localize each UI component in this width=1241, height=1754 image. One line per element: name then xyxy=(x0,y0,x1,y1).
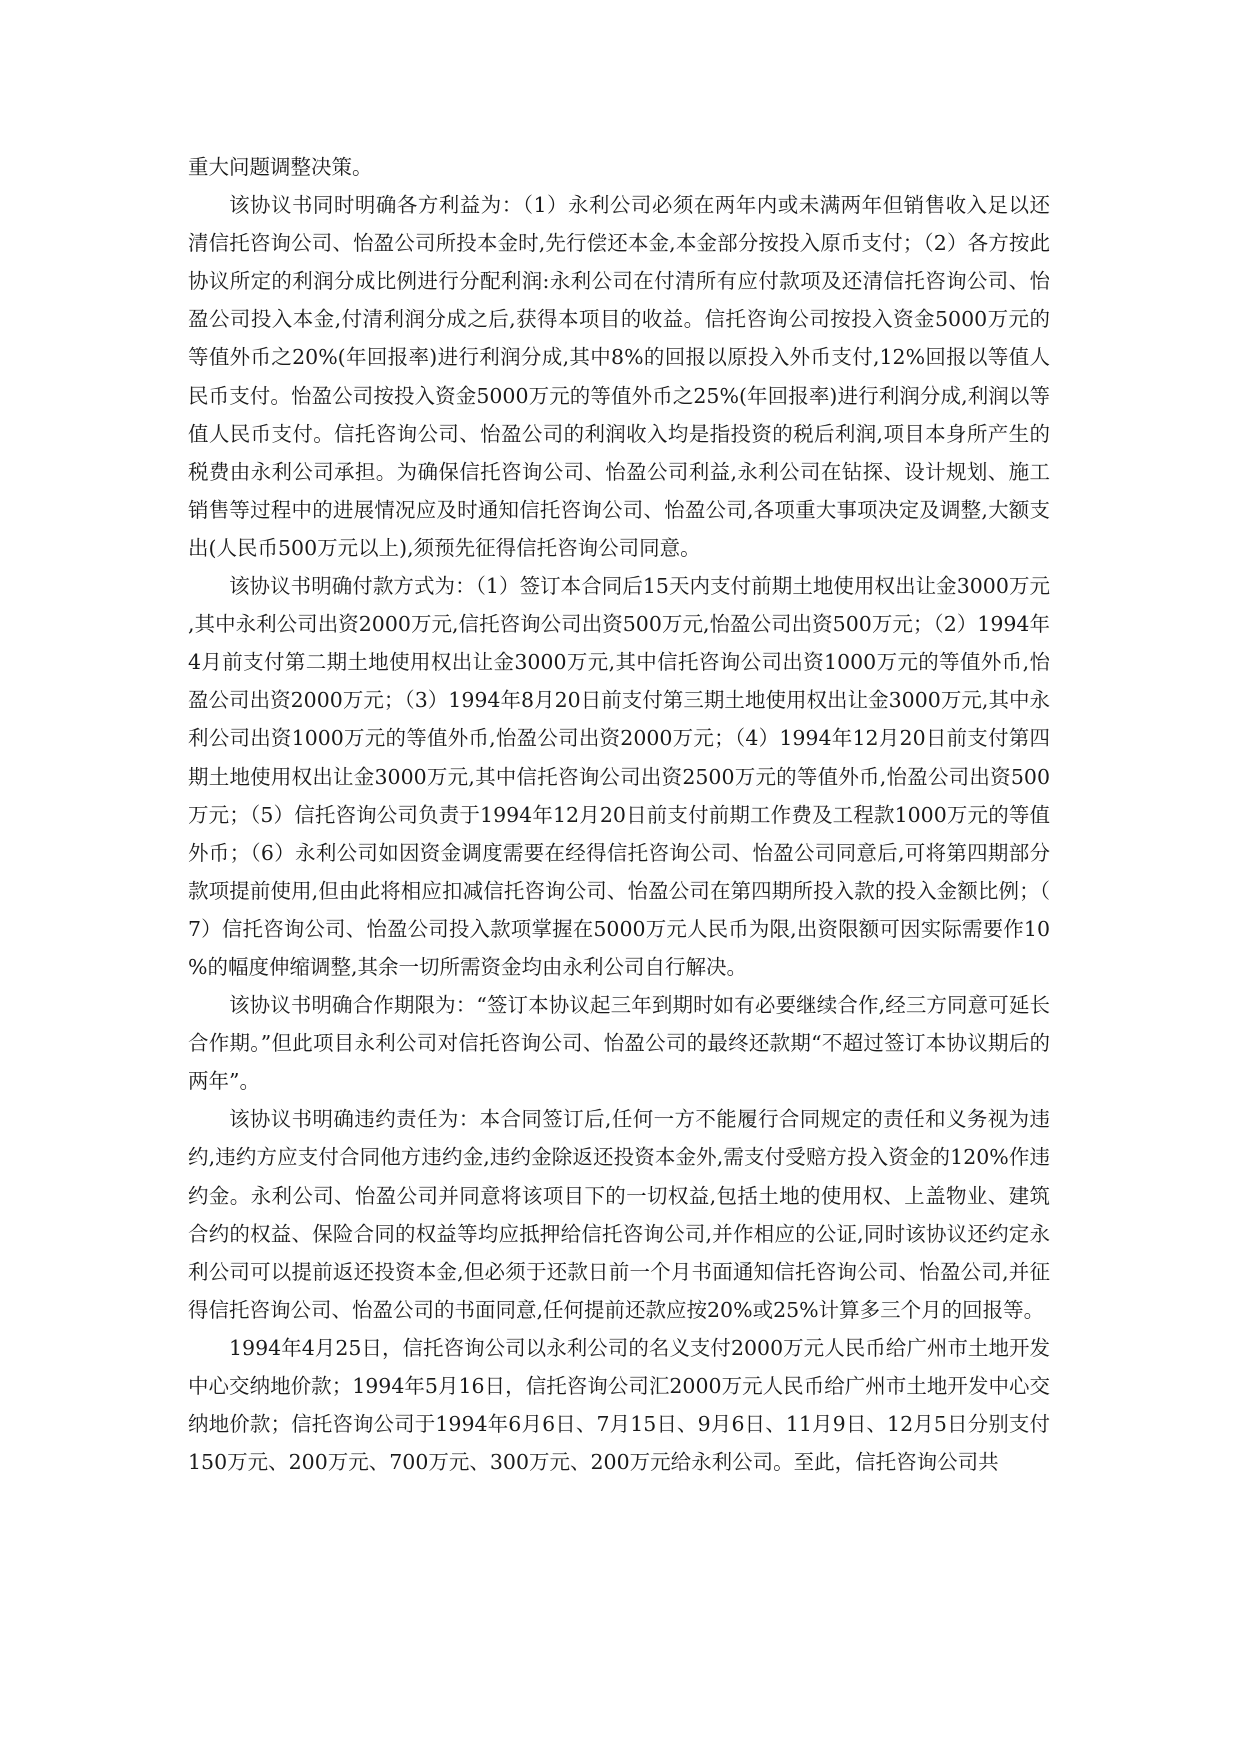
paragraph-breach-liability: 该协议书明确违约责任为：本合同签订后,任何一方不能履行合同规定的责任和义务视为违约,违约方应支付合同他方违约金,违约金除返还投资本金外,需支付受赔方投入资金的120%作违约金。永利公司、怡盈公司并同意将该项目下的一切权益,包括土地的使用权、上盖物业、建筑合约的权益、保险合同的权益等均应抵押给信托咨询公司,并作相应的公证,同时该协议还约定永利公司可以提前返还投资本金,但必须于还款日前一个月书面通知信托咨询公司、怡盈公司,并征得信托咨询公司、怡盈公司的书面同意,任何提前还款应按20%或25%计算多三个月的回报等。 xyxy=(188,1107,1050,1322)
paragraph-interests: 该协议书同时明确各方利益为：（1）永利公司必须在两年内或未满两年但销售收入足以还清信托咨询公司、怡盈公司所投本金时,先行偿还本金,本金部分按投入原币支付；（2）各方按此协议所定的利润分成比例进行分配利润:永利公司在付清所有应付款项及还清信托咨询公司、怡盈公司投入本金,付清利润分成之后,获得本项目的收益。信托咨询公司按投入资金5000万元的等值外币之20%(年回报率)进行利润分成,其中8%的回报以原投入外币支付,12%回报以等值人民币支付。怡盈公司按投入资金5000万元的等值外币之25%(年回报率)进行利润分成,利润以等值人民币支付。信托咨询公司、怡盈公司的利润收入均是指投资的税后利润,项目本身所产生的税费由永利公司承担。为确保信托咨询公司、怡盈公司利益,永利公司在钻探、设计规划、施工销售等过程中的进展情况应及时通知信托咨询公司、怡盈公司,各项重大事项决定及调整,大额支出(人民币500万元以上),须预先征得信托咨询公司同意。 xyxy=(188,193,1050,560)
paragraph-continuation: 重大问题调整决策。 xyxy=(188,155,373,179)
paragraph-payment-records: 1994年4月25日，信托咨询公司以永利公司的名义支付2000万元人民币给广州市土地开发中心交纳地价款；1994年5月16日，信托咨询公司汇2000万元人民币给广州市土地开发中心交纳地价款；信托咨询公司于1994年6月6日、7月15日、9月6日、11月9日、12月5日分别支付150万元、200万元、700万元、300万元、200万元给永利公司。至此，信托咨询公司共 xyxy=(188,1335,1050,1475)
paragraph-cooperation-period: 该协议书明确合作期限为：“签订本协议起三年到期时如有必要继续合作,经三方同意可延长合作期。”但此项目永利公司对信托咨询公司、怡盈公司的最终还款期“不超过签订本协议期后的两年”。 xyxy=(188,993,1050,1094)
document-page xyxy=(188,148,1050,1481)
paragraph-payment-terms: 该协议书明确付款方式为：（1）签订本合同后15天内支付前期土地使用权出让金3000万元,其中永利公司出资2000万元,信托咨询公司出资500万元,怡盈公司出资500万元；（2）1994年4月前支付第二期土地使用权出让金3000万元,其中信托咨询公司出资1000万元的等值外币,怡盈公司出资2000万元；（3）1994年8月20日前支付第三期土地使用权出让金3000万元,其中永利公司出资1000万元的等值外币,怡盈公司出资2000万元；（4）1994年12月20日前支付第四期土地使用权出让金3000万元,其中信托咨询公司出资2500万元的等值外币,怡盈公司出资500万元；（5）信托咨询公司负责于1994年12月20日前支付前期工作费及工程款1000万元的等值外币；（6）永利公司如因资金调度需要在经得信托咨询公司、怡盈公司同意后,可将第四期部分款项提前使用,但由此将相应扣减信托咨询公司、怡盈公司在第四期所投入款的投入金额比例；（7）信托咨询公司、怡盈公司投入款项掌握在5000万元人民币为限,出资限额可因实际需要作10%的幅度伸缩调整,其余一切所需资金均由永利公司自行解决。 xyxy=(188,574,1050,979)
